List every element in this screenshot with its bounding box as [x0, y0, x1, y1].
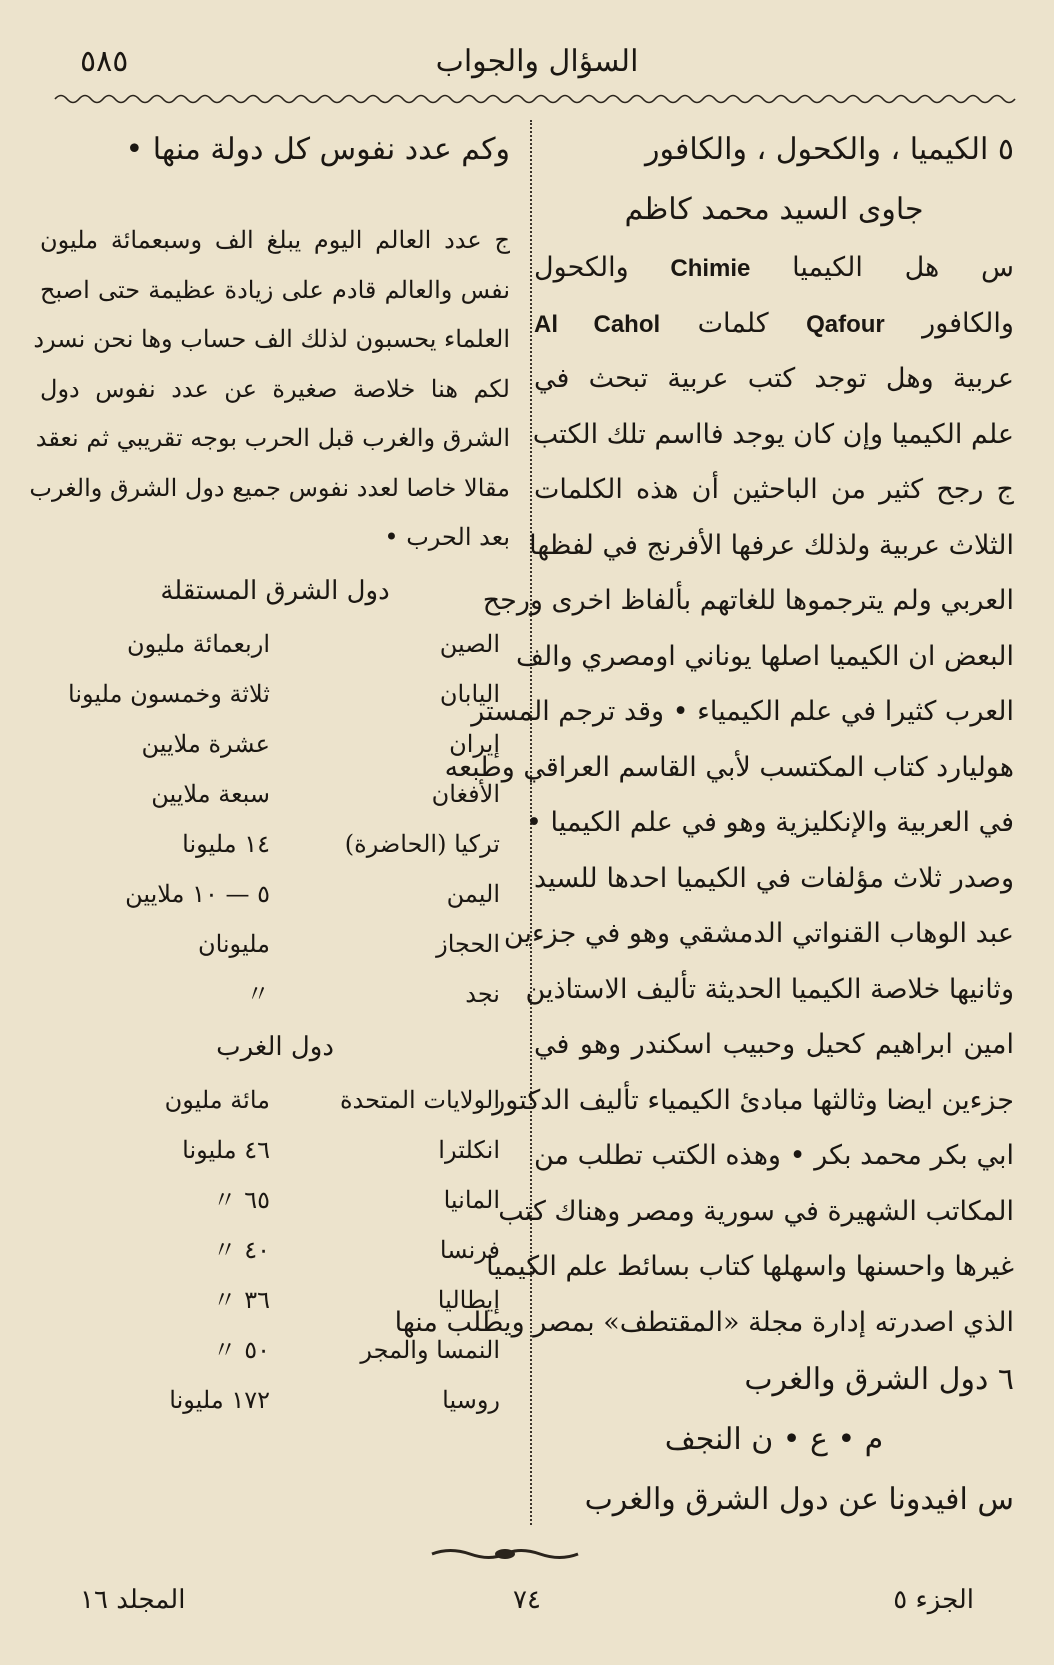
answer-5-line: المكاتب الشهيرة في سورية ومصر وهناك كتب	[498, 1195, 1014, 1227]
answer-5-line: عبد الوهاب القنواتي الدمشقي وهو في جزءين	[503, 918, 1014, 949]
running-header	[60, 40, 1014, 90]
header-rule	[55, 92, 1015, 106]
population-value: ١٧٢ مليونا	[169, 1385, 270, 1414]
population-value: ٥٠ 〃	[212, 1335, 270, 1364]
table-row	[40, 869, 510, 919]
country-name: الأفغان	[431, 779, 500, 808]
question-5-line	[534, 296, 1014, 352]
answer-5-line: وصدر ثلاث مؤلفات في الكيميا احدها للسيد	[534, 862, 1014, 894]
page-number: ٥٨٥	[80, 44, 129, 79]
question-5-line: علم الكيميا وإن كان يوجد فااسم تلك الكتب	[532, 418, 1014, 450]
table-row	[40, 969, 510, 1019]
question-5-author: جاوى السيد محمد كاظم	[624, 192, 924, 227]
answer-5-line: وثانيها خلاصة الكيميا الحديثة تأليف الاستاذين	[525, 973, 1014, 1005]
west-population-table	[40, 1075, 510, 1425]
answer-5-line: ج رجح كثير من الباحثين أن هذه الكلمات	[534, 474, 1014, 505]
population-value: 〃	[246, 979, 270, 1008]
table-row	[40, 1175, 510, 1225]
table-row	[40, 1225, 510, 1275]
country-name: إيطاليا	[437, 1285, 500, 1314]
population-value: مليونان	[197, 929, 270, 958]
country-name: تركيا (الحاضرة)	[344, 829, 500, 858]
country-name: انكلترا	[438, 1135, 500, 1164]
country-name: الصين	[439, 629, 500, 658]
latin-term: Al Cahol	[534, 310, 661, 338]
east-section-heading: دول الشرق المستقلة	[160, 575, 390, 606]
left-column	[29, 120, 510, 1425]
latin-term: Qafour	[806, 310, 885, 338]
answer-5-line: جزءين ايضا وثالثها مبادئ الكيمياء تأليف الدكتور	[492, 1084, 1014, 1116]
answer-6-line: بعد الحرب •	[384, 523, 510, 551]
question-5-heading: ٥ الكيميا ، والكحول ، والكافور	[645, 132, 1014, 167]
answer-6-line: لكم هنا خلاصة صغيرة عن عدد نفوس دول	[40, 374, 510, 403]
answer-5-line: البعض ان الكيميا اصلها يوناني اومصري والف	[516, 640, 1014, 672]
table-row	[40, 1125, 510, 1175]
country-name: اليابان	[439, 679, 500, 708]
answer-5-line: امين ابراهيم كحيل وحبيب اسكندر وهو في	[534, 1029, 1014, 1060]
population-value: عشرة ملايين	[141, 729, 270, 758]
country-name: المانيا	[443, 1185, 500, 1214]
table-row	[40, 919, 510, 969]
west-section-heading: دول الغرب	[216, 1031, 334, 1062]
country-name: الولايات المتحدة	[339, 1085, 500, 1114]
country-name: الحجاز	[436, 929, 500, 958]
population-value: ٤٦ مليونا	[182, 1135, 270, 1164]
answer-6-line: مقالا خاصا لعدد نفوس جميع دول الشرق والغرب	[29, 473, 510, 502]
answer-6-line: ج عدد العالم اليوم يبلغ الف وسبعمائة مليون	[40, 226, 510, 254]
answer-6-line: الشرق والغرب قبل الحرب بوجه تقريبي ثم نعقد	[35, 424, 510, 452]
table-row	[40, 769, 510, 819]
page-title: السؤال والجواب	[435, 44, 639, 79]
answer-5-line: ابي بكر محمد بكر • وهذه الكتب تطلب من	[534, 1140, 1014, 1171]
table-row	[40, 619, 510, 669]
answer-5-line: في العربية والإنكليزية وهو في علم الكيميا •	[526, 807, 1014, 838]
country-name: النمسا والمجر	[360, 1335, 500, 1364]
population-value: سبعة ملايين	[151, 779, 270, 808]
question-6-heading: ٦ دول الشرق والغرب	[744, 1362, 1014, 1397]
population-value: اربعمائة مليون	[127, 629, 270, 658]
population-value: ١٤ مليونا	[182, 829, 270, 858]
country-name: إيران	[449, 729, 500, 758]
country-name: نجد	[465, 979, 500, 1008]
answer-6-line: نفس والعالم قادم على زيادة عظيمة حتى اصبح	[40, 275, 510, 304]
question-6-continuation: وكم عدد نفوس كل دولة منها •	[125, 132, 510, 167]
answer-5-line: العرب كثيرا في علم الكيمياء • وقد ترجم المستر	[471, 696, 1014, 727]
country-name: فرنسا	[439, 1235, 500, 1264]
page-footer	[60, 1585, 994, 1625]
population-value: ٣٦ 〃	[212, 1285, 270, 1314]
population-value: مائة مليون	[164, 1085, 270, 1114]
answer-5-line: هوليارد كتاب المكتسب لأبي القاسم العراقي وطبعه	[444, 751, 1014, 783]
table-row	[40, 1075, 510, 1125]
question-6-author: م • ع • ن النجف	[664, 1422, 884, 1457]
question-5-text: والكحول	[534, 252, 629, 283]
table-row	[40, 1375, 510, 1425]
end-ornament	[430, 1545, 580, 1563]
question-6-text: س افيدونا عن دول الشرق والغرب	[584, 1482, 1014, 1517]
volume-label: المجلد ١٦	[80, 1585, 186, 1615]
issue-part: الجزء ٥	[893, 1585, 974, 1615]
table-row	[40, 719, 510, 769]
country-name: اليمن	[446, 879, 500, 908]
question-5-line: عربية وهل توجد كتب عربية تبحث في	[534, 363, 1014, 394]
answer-5-line: العربي ولم يترجموها للغاتهم بألفاظ اخرى ورجح	[482, 585, 1014, 616]
population-value: ٥ — ١٠ ملايين	[125, 879, 270, 908]
answer-5-line: الثلاث عربية ولذلك عرفها الأفرنج في لفظها	[529, 529, 1014, 561]
table-row	[40, 819, 510, 869]
answer-5-line: الذي اصدرته إدارة مجلة «المقتطف» بمصر ويطلب منها	[394, 1306, 1014, 1338]
population-value: ٤٠ 〃	[212, 1235, 270, 1264]
east-population-table	[40, 619, 510, 1019]
question-5-text: والكافور	[922, 307, 1014, 339]
question-5-text: س هل الكيميا	[792, 252, 1014, 283]
answer-5-line: غيرها واحسنها واسهلها كتاب بسائط علم الكيميا	[486, 1251, 1014, 1282]
population-value: ثلاثة وخمسون مليونا	[68, 679, 270, 708]
table-row	[40, 1275, 510, 1325]
question-5-line	[534, 240, 1014, 296]
table-row	[40, 1325, 510, 1375]
country-name: روسيا	[442, 1385, 500, 1414]
sheet-number: ٧٤	[513, 1585, 541, 1615]
question-5-text: كلمات	[697, 307, 769, 339]
latin-term: Chimie	[670, 255, 751, 282]
table-row	[40, 669, 510, 719]
answer-6-line: العلماء يحسبون لذلك الف حساب وها نحن نسرد	[33, 325, 510, 353]
population-value: ٦٥ 〃	[212, 1185, 270, 1214]
